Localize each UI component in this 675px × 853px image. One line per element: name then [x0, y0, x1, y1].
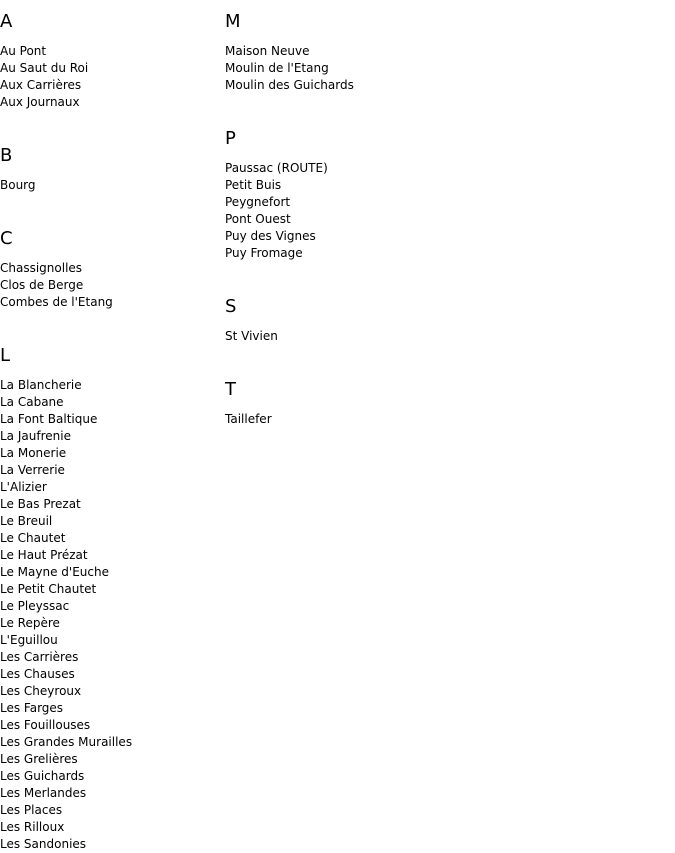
letter-heading: L — [0, 345, 11, 366]
place-link[interactable]: Au Pont — [0, 44, 47, 58]
group-spacer — [225, 94, 665, 117]
place-link[interactable]: Le Petit Chautet — [0, 582, 97, 596]
letter-group — [225, 117, 665, 285]
place-link[interactable]: Le Chautet — [0, 531, 66, 545]
place-link[interactable]: Bourg — [0, 178, 36, 192]
letter-group — [0, 134, 220, 217]
place-link[interactable]: Les Guichards — [0, 769, 85, 783]
letter-heading: T — [225, 379, 236, 400]
place-list — [225, 43, 665, 94]
place-list — [0, 260, 220, 311]
letter-group — [0, 334, 220, 853]
place-link[interactable]: St Vivien — [225, 329, 278, 343]
place-link[interactable]: Moulin des Guichards — [225, 78, 354, 92]
place-link[interactable]: Les Grandes Murailles — [0, 735, 133, 749]
place-link[interactable]: Aux Journaux — [0, 95, 80, 109]
letter-heading: A — [0, 11, 13, 32]
place-link[interactable]: Combes de l'Etang — [0, 295, 113, 309]
group-spacer — [0, 194, 220, 217]
place-link[interactable]: La Monerie — [0, 446, 67, 460]
place-link[interactable]: Clos de Berge — [0, 278, 84, 292]
place-link[interactable]: Le Repère — [0, 616, 60, 630]
group-spacer — [0, 311, 220, 334]
letter-heading: P — [225, 128, 236, 149]
place-link[interactable]: Le Breuil — [0, 514, 53, 528]
place-link[interactable]: La Blancherie — [0, 378, 82, 392]
place-link[interactable]: La Cabane — [0, 395, 64, 409]
place-link[interactable]: Le Mayne d'Euche — [0, 565, 109, 579]
place-link[interactable]: Les Cheyroux — [0, 684, 82, 698]
place-link[interactable]: Le Bas Prezat — [0, 497, 81, 511]
place-link[interactable]: Les Places — [0, 803, 63, 817]
letter-group — [225, 0, 665, 117]
place-link[interactable]: L'Alizier — [0, 480, 47, 494]
place-link[interactable]: Chassignolles — [0, 261, 83, 275]
letter-group — [0, 0, 220, 134]
letter-group — [0, 217, 220, 334]
place-list — [225, 411, 665, 428]
place-link[interactable]: Le Haut Prézat — [0, 548, 88, 562]
place-link[interactable]: Maison Neuve — [225, 44, 310, 58]
place-link[interactable]: Petit Buis — [225, 178, 282, 192]
place-link[interactable]: Les Farges — [0, 701, 64, 715]
place-link[interactable]: Paussac (ROUTE) — [225, 161, 328, 175]
letter-heading: C — [0, 228, 13, 249]
place-list — [225, 328, 665, 345]
place-link[interactable]: La Jaufrenie — [0, 429, 71, 443]
letter-heading: M — [225, 11, 241, 32]
place-list — [0, 177, 220, 194]
place-list — [0, 43, 220, 111]
letter-group — [225, 285, 665, 368]
letter-group — [225, 368, 665, 428]
place-link[interactable]: Les Merlandes — [0, 786, 87, 800]
place-link[interactable]: La Verrerie — [0, 463, 65, 477]
place-link[interactable]: Le Pleyssac — [0, 599, 70, 613]
place-link[interactable]: Les Carrières — [0, 650, 79, 664]
group-spacer — [225, 262, 665, 285]
place-link[interactable]: Taillefer — [225, 412, 272, 426]
index-column-2 — [225, 0, 665, 428]
group-spacer — [0, 111, 220, 134]
place-link[interactable]: Pont Ouest — [225, 212, 291, 226]
place-link[interactable]: Les Rilloux — [0, 820, 65, 834]
index-column-1 — [0, 0, 220, 853]
place-link[interactable]: Aux Carrières — [0, 78, 82, 92]
place-link[interactable]: La Font Baltique — [0, 412, 98, 426]
place-list — [225, 160, 665, 262]
place-link[interactable]: Les Sandonies — [0, 837, 87, 851]
place-link[interactable]: Les Grelières — [0, 752, 78, 766]
place-link[interactable]: Les Fouillouses — [0, 718, 91, 732]
place-link[interactable]: Peygnefort — [225, 195, 291, 209]
place-link[interactable]: Moulin de l'Etang — [225, 61, 329, 75]
place-list — [0, 377, 220, 853]
place-link[interactable]: Puy des Vignes — [225, 229, 316, 243]
place-link[interactable]: L'Eguillou — [0, 633, 58, 647]
place-link[interactable]: Les Chauses — [0, 667, 75, 681]
group-spacer — [225, 345, 665, 368]
place-link[interactable]: Puy Fromage — [225, 246, 303, 260]
letter-heading: S — [225, 296, 237, 317]
place-link[interactable]: Au Saut du Roi — [0, 61, 89, 75]
letter-heading: B — [0, 145, 13, 166]
